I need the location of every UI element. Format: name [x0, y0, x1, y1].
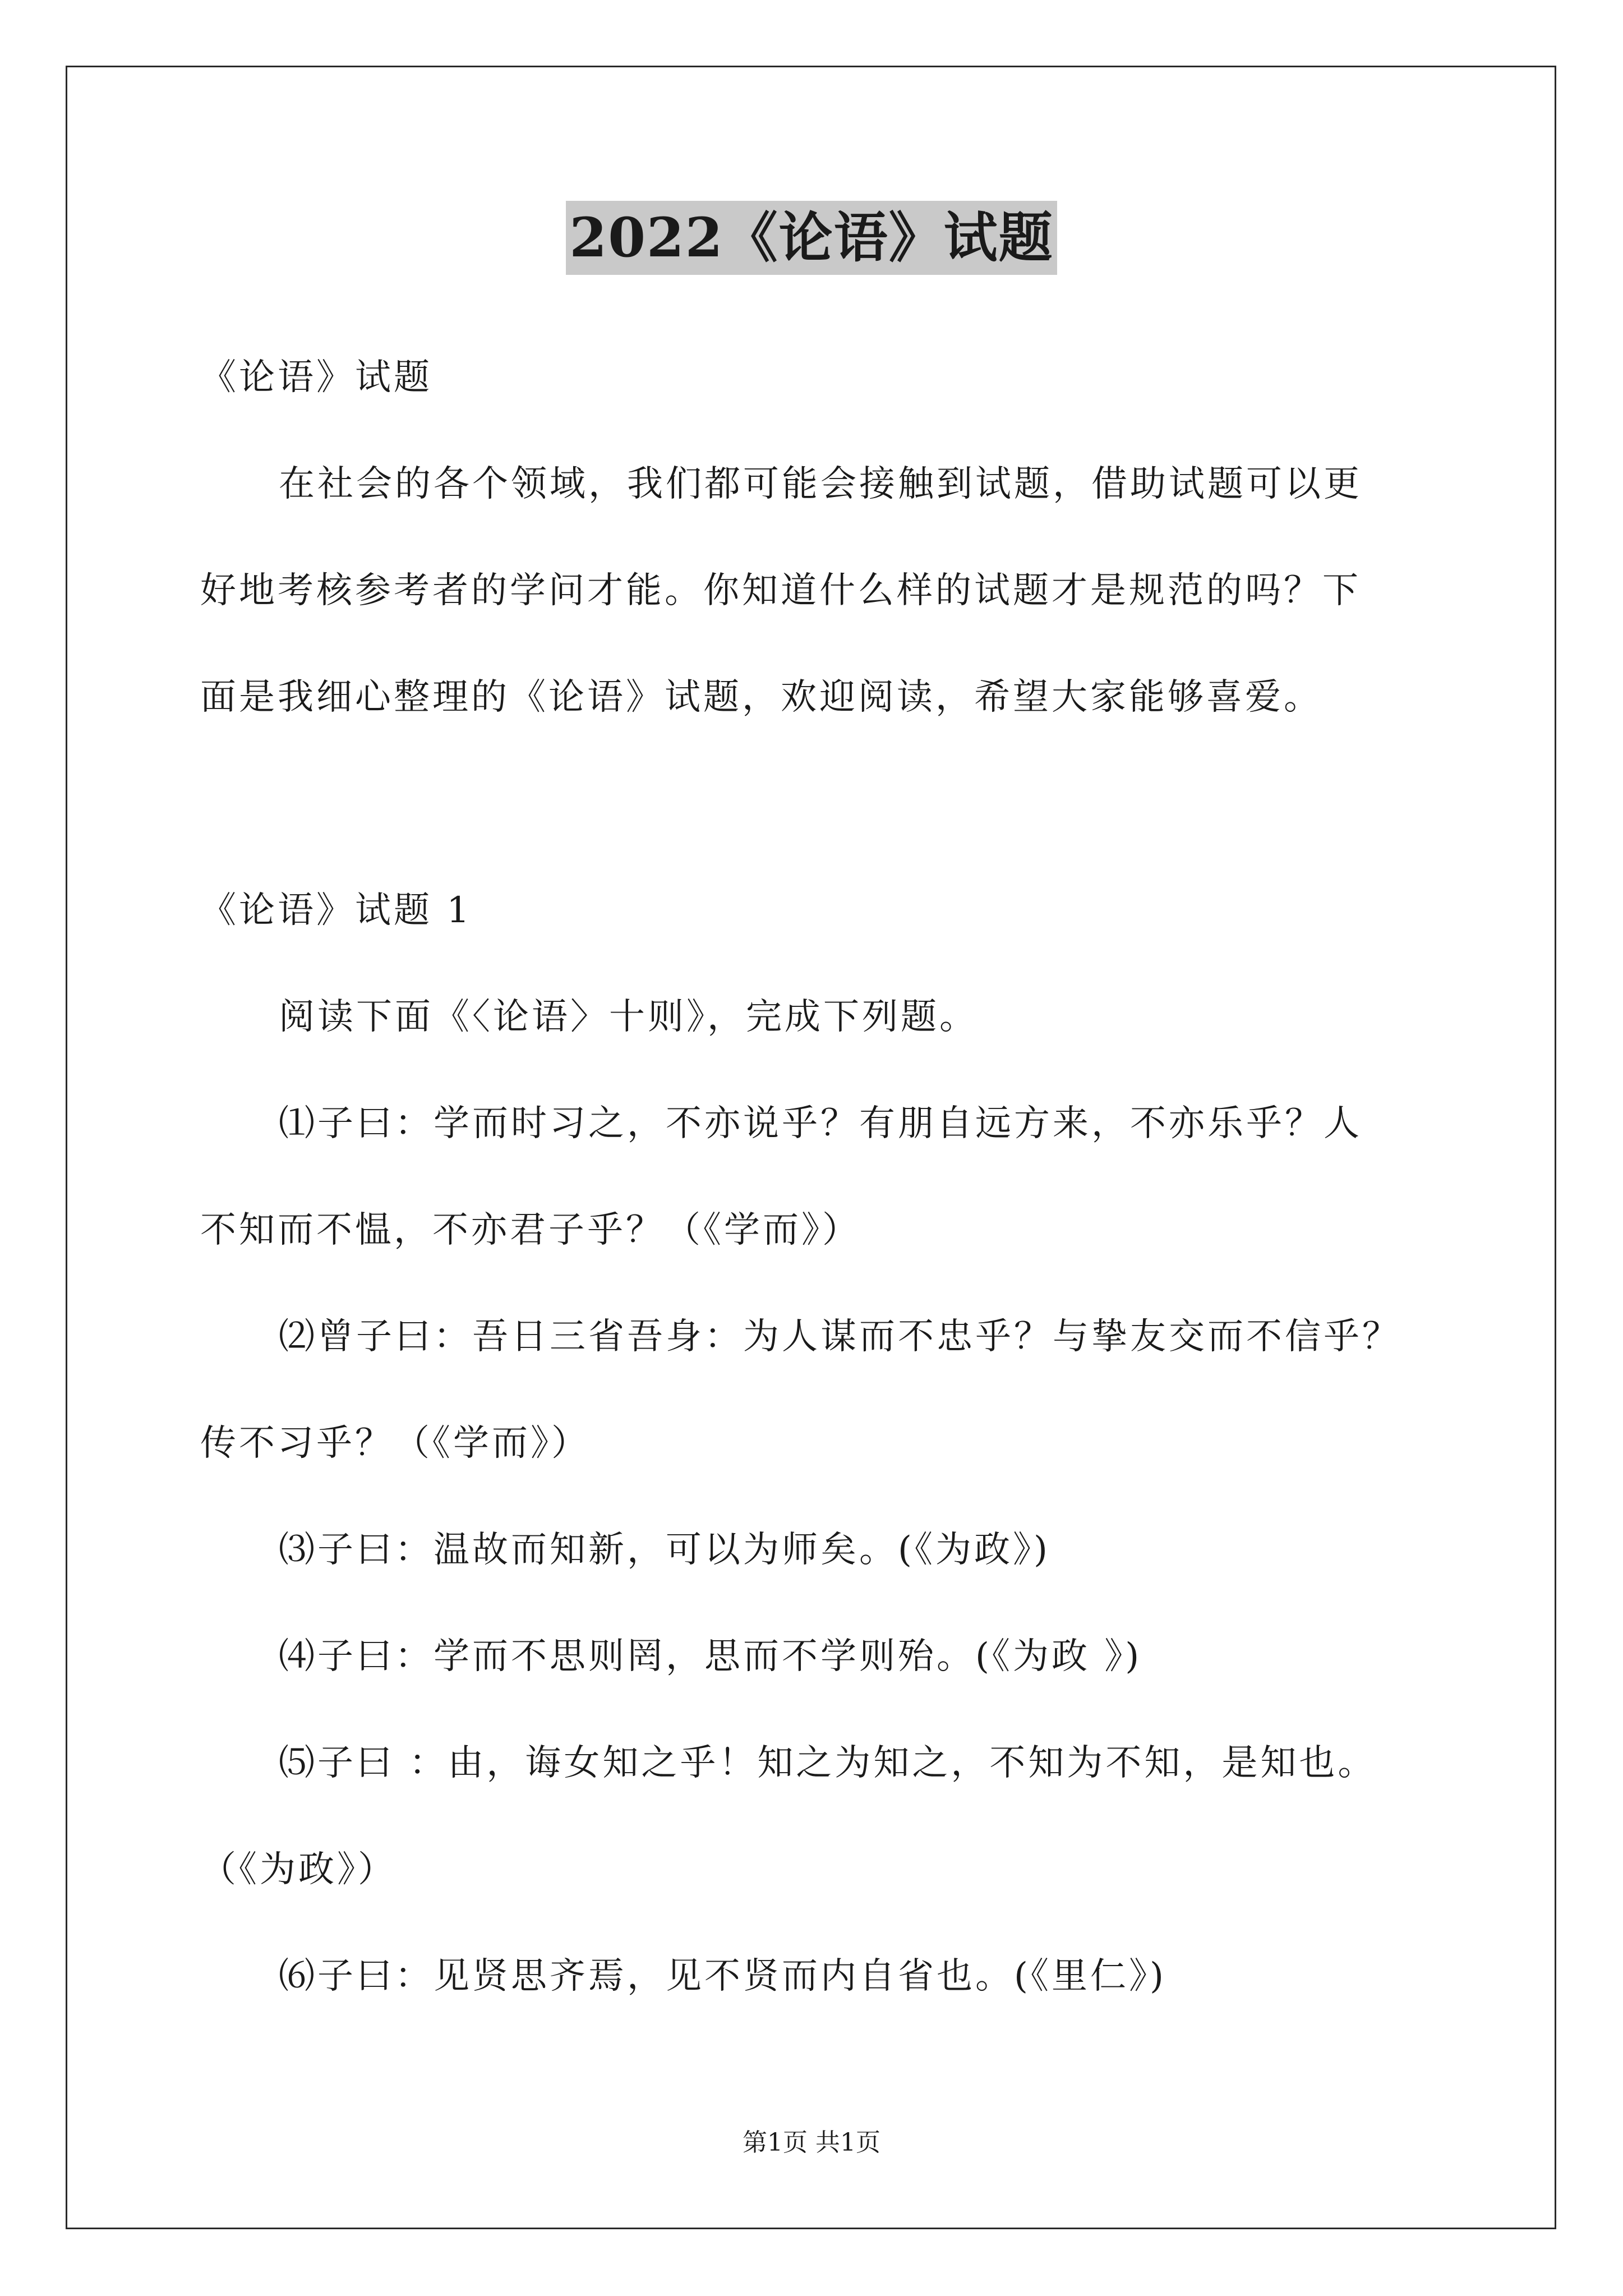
- item-1-line-1: ⑴子曰：学而时习之，不亦说乎？有朋自远方来，不亦乐乎？人: [279, 1103, 1362, 1144]
- page-footer: 第1页 共1页: [743, 2128, 880, 2157]
- item-1-line-2: 不知而不愠，不亦君子乎？（《学而》）: [200, 1209, 861, 1251]
- item-2-line-1: ⑵曾子曰：吾日三省吾身：为人谋而不忠乎？与挚友交而不信乎？: [279, 1316, 1401, 1358]
- section-heading: 《论语》试题 1: [200, 890, 473, 931]
- intro-line-2: 好地考核参考者的学问才能。你知道什么样的试题才是规范的吗？下: [200, 570, 1361, 611]
- intro-line-3: 面是我细心整理的《论语》试题，欢迎阅读，希望大家能够喜爱。: [200, 677, 1322, 718]
- item-2-line-2: 传不习乎？（《学而》）: [200, 1423, 590, 1464]
- subtitle: 《论语》试题: [200, 357, 432, 398]
- instruction: 阅读下面《〈论语〉十则》，完成下列题。: [279, 996, 978, 1038]
- title-container: [0, 201, 1623, 275]
- item-6-line-1: ⑹子曰：见贤思齐焉，见不贤而内自省也。(《里仁》): [279, 1955, 1166, 1997]
- item-3-line-1: ⑶子曰：温故而知新，可以为师矣。(《为政》): [279, 1529, 1050, 1571]
- item-5-line-2: （《为政》）: [200, 1849, 396, 1890]
- intro-line-1: 在社会的各个领域，我们都可能会接触到试题，借助试题可以更: [279, 463, 1362, 505]
- item-4-line-1: ⑷子曰：学而不思则罔，思而不学则殆。(《为政 》): [279, 1636, 1142, 1677]
- document-title: 2022《论语》试题: [566, 201, 1057, 275]
- item-5-line-1: ⑸子曰 ：由，诲女知之乎！知之为知之，不知为不知，是知也。: [279, 1742, 1377, 1784]
